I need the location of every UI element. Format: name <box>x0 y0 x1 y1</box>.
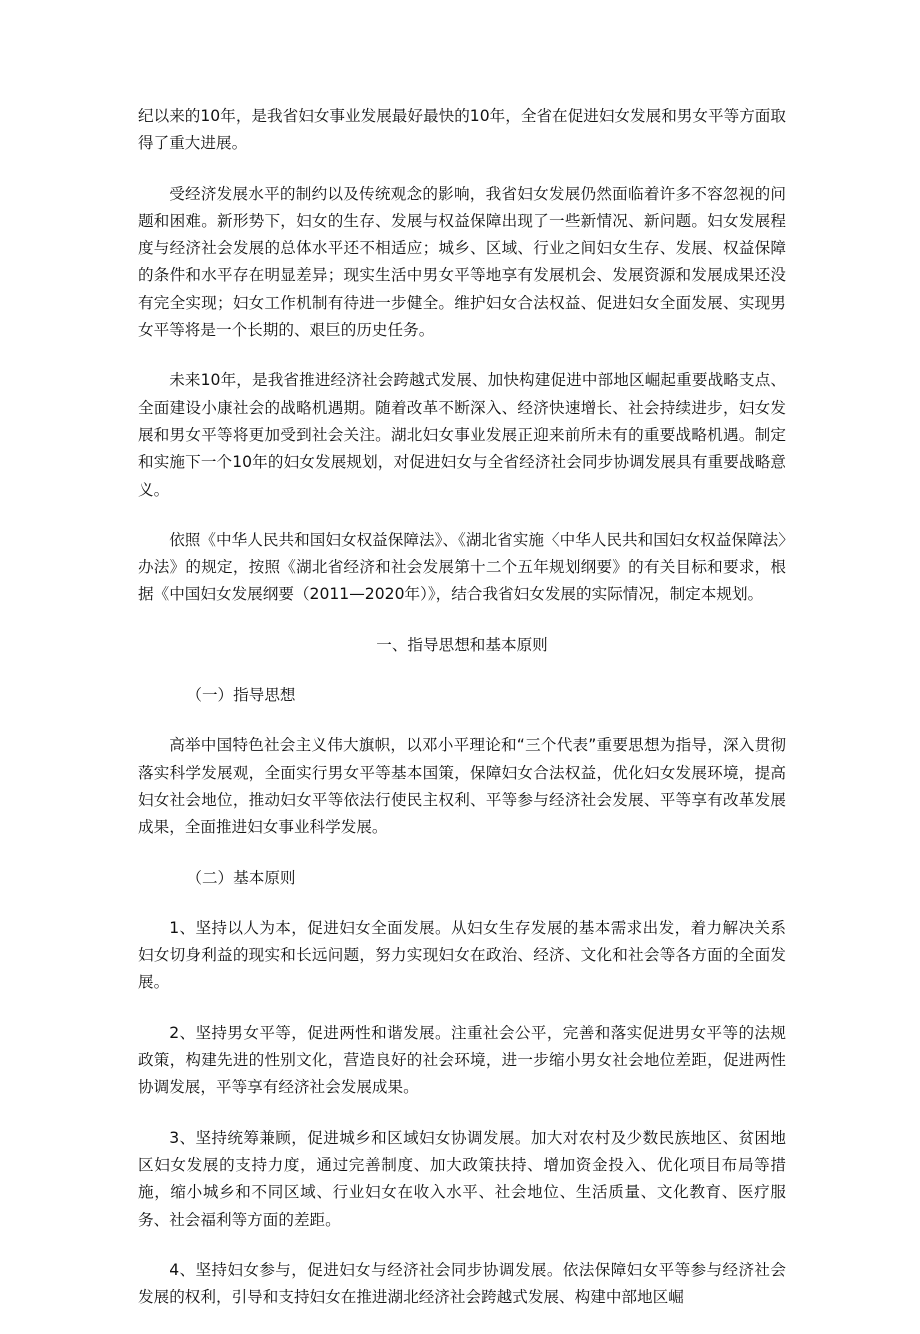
principle-item-3: 3、坚持统筹兼顾，促进城乡和区域妇女协调发展。加大对农村及少数民族地区、贫困地区妇女发展的支持力度，通过完善制度、加大政策扶持、增加资金投入、优化项目布局等措施，缩小城乡和不同区域、行业妇女在收入水平、社会地位、生活质量、文化教育、医疗服务、社会福利等方面的差距。 <box>138 1128 786 1229</box>
subsection-heading-basic-principles: （二）基本原则 <box>186 868 296 887</box>
paragraph-intro-continuation: 纪以来的10年，是我省妇女事业发展最好最快的10年，全省在促进妇女发展和男女平等方面取得了重大进展。 <box>138 107 786 153</box>
paragraph-guiding-thought: 高举中国特色社会主义伟大旗帜，以邓小平理论和“三个代表”重要思想为指导，深入贯彻落实科学发展观，全面实行男女平等基本国策，保障妇女合法权益，优化妇女发展环境，提高妇女社会地位，推动妇女平等依法行使民主权利、平等参与经济社会发展、平等享有改革发展成果，全面推进妇女事业科学发展。 <box>138 736 786 837</box>
paragraph-next-decade: 未来10年，是我省推进经济社会跨越式发展、加快构建促进中部地区崛起重要战略支点、全面建设小康社会的战略机遇期。随着改革不断深入、经济快速增长、社会持续进步，妇女发展和男女平等将更加受到社会关注。湖北妇女事业发展正迎来前所未有的重要战略机遇。制定和实施下一个10年的妇女发展规划，对促进妇女与全省经济社会同步协调发展具有重要战略意义。 <box>138 371 786 499</box>
subsection-heading-guiding-thought: （一）指导思想 <box>186 686 296 705</box>
paragraph-legal-basis: 依照《中华人民共和国妇女权益保障法》、《湖北省实施〈中华人民共和国妇女权益保障法〉办法》的规定，按照《湖北省经济和社会发展第十二个五年规划纲要》的有关目标和要求，根据《中国妇女发展纲要（2011—2020年）》，结合我省妇女发展的实际情况，制定本规划。 <box>138 530 786 604</box>
principle-item-2: 2、坚持男女平等，促进两性和谐发展。注重社会公平，完善和落实促进男女平等的法规政策，构建先进的性别文化，营造良好的社会环境，进一步缩小男女社会地位差距，促进两性协调发展，平等享有经济社会发展成果。 <box>138 1023 786 1097</box>
principle-item-4: 4、坚持妇女参与，促进妇女与经济社会同步协调发展。依法保障妇女平等参与经济社会发展的权利，引导和支持妇女在推进湖北经济社会跨越式发展、构建中部地区崛 <box>138 1260 786 1307</box>
paragraph-challenges: 受经济发展水平的制约以及传统观念的影响，我省妇女发展仍然面临着许多不容忽视的问题和困难。新形势下，妇女的生存、发展与权益保障出现了一些新情况、新问题。妇女发展程度与经济社会发展的总体水平还不相适应；城乡、区域、行业之间妇女生存、发展、权益保障的条件和水平存在明显差异；现实生活中男女平等地享有发展机会、发展资源和发展成果还没有完全实现；妇女工作机制有待进一步健全。维护妇女合法权益、促进妇女全面发展、实现男女平等将是一个长期的、艰巨的历史任务。 <box>138 184 786 340</box>
principle-item-1: 1、坚持以人为本，促进妇女全面发展。从妇女生存发展的基本需求出发，着力解决关系妇女切身利益的现实和长远问题，努力实现妇女在政治、经济、文化和社会等各方面的全面发展。 <box>138 918 786 992</box>
section-heading: 一、指导思想和基本原则 <box>376 635 548 654</box>
document-body <box>138 103 786 1334</box>
